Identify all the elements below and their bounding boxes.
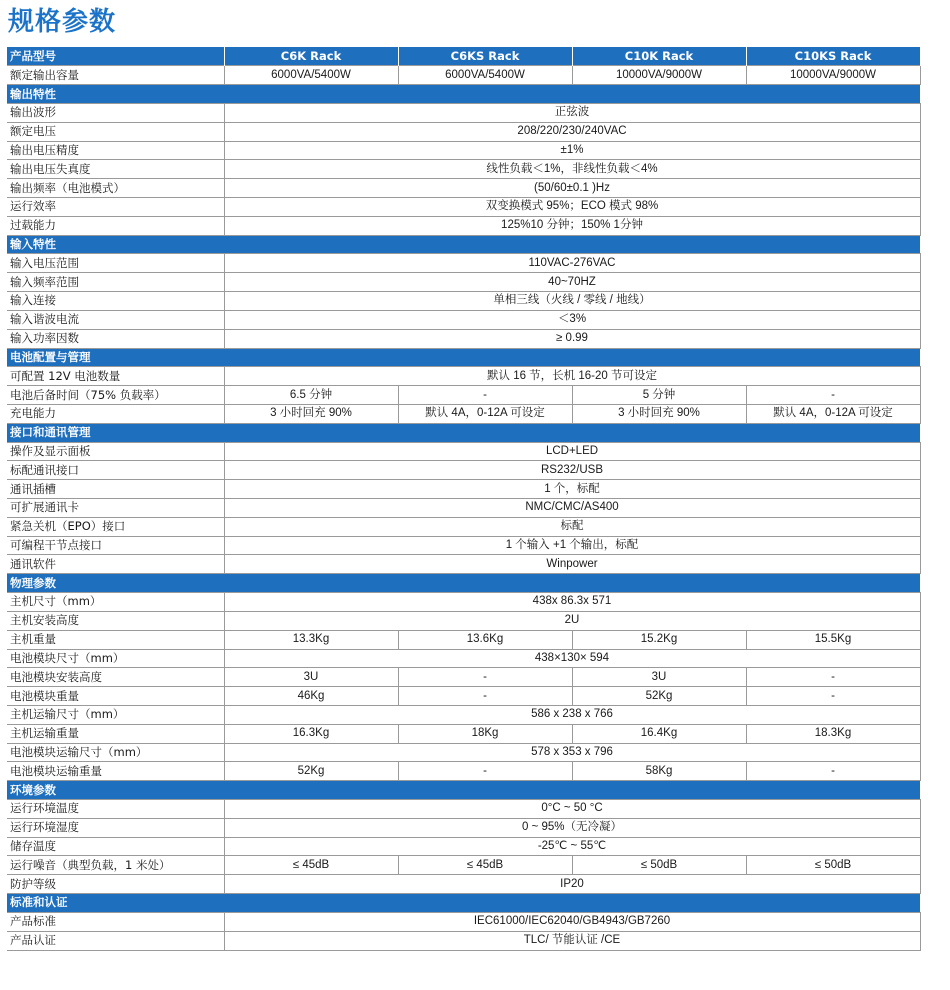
row-label: 电池模块尺寸（mm） xyxy=(7,649,224,668)
spec-value: 6.5 分钟 xyxy=(224,386,398,405)
row-label: 输入频率范围 xyxy=(7,273,224,292)
spec-value: 438x 86.3x 571 xyxy=(224,593,920,612)
row-label: 充电能力 xyxy=(7,404,224,423)
spec-value: - xyxy=(398,762,572,781)
row-label: 电池模块安装高度 xyxy=(7,668,224,687)
table-row xyxy=(7,141,920,160)
row-label: 运行效率 xyxy=(7,198,224,217)
table-row xyxy=(7,743,920,762)
row-label: 电池模块重量 xyxy=(7,687,224,706)
spec-value: 52Kg xyxy=(224,762,398,781)
spec-value: 16.3Kg xyxy=(224,724,398,743)
table-row xyxy=(7,649,920,668)
row-label: 主机运输重量 xyxy=(7,724,224,743)
spec-value: - xyxy=(398,687,572,706)
table-row xyxy=(7,630,920,649)
spec-value: 单相三线（火线 / 零线 / 地线） xyxy=(224,292,920,311)
section-title: 环境参数 xyxy=(7,781,920,800)
spec-value: RS232/USB xyxy=(224,461,920,480)
spec-value: ＜3% xyxy=(224,310,920,329)
spec-value: 10000VA/9000W xyxy=(572,66,746,85)
section-header-row xyxy=(7,235,920,254)
row-label: 输入连接 xyxy=(7,292,224,311)
header-model: C6KS Rack xyxy=(398,47,572,66)
row-label: 输出波形 xyxy=(7,103,224,122)
row-label: 通讯软件 xyxy=(7,555,224,574)
section-header-row xyxy=(7,85,920,104)
row-label: 操作及显示面板 xyxy=(7,442,224,461)
section-header-row xyxy=(7,574,920,593)
table-row xyxy=(7,179,920,198)
row-label: 紧急关机（EPO）接口 xyxy=(7,517,224,536)
table-row xyxy=(7,198,920,217)
table-row xyxy=(7,724,920,743)
spec-value: 16.4Kg xyxy=(572,724,746,743)
spec-value: 15.2Kg xyxy=(572,630,746,649)
spec-value: 3U xyxy=(572,668,746,687)
row-label: 额定输出容量 xyxy=(7,66,224,85)
spec-value: 1 个输入 +1 个输出，标配 xyxy=(224,536,920,555)
spec-value: IP20 xyxy=(224,875,920,894)
section-header-row xyxy=(7,781,920,800)
spec-value: 线性负载＜1%，非线性负载＜4% xyxy=(224,160,920,179)
section-title: 接口和通讯管理 xyxy=(7,423,920,442)
table-row xyxy=(7,912,920,931)
spec-value: 双变换模式 95%；ECO 模式 98% xyxy=(224,198,920,217)
table-row xyxy=(7,66,920,85)
spec-value: 6000VA/5400W xyxy=(398,66,572,85)
row-label: 主机重量 xyxy=(7,630,224,649)
table-row xyxy=(7,273,920,292)
section-header-row xyxy=(7,894,920,913)
spec-value: 438×130× 594 xyxy=(224,649,920,668)
table-row xyxy=(7,367,920,386)
row-label: 产品标准 xyxy=(7,912,224,931)
row-label: 电池后备时间（75% 负载率） xyxy=(7,386,224,405)
table-row xyxy=(7,103,920,122)
spec-value: (50/60±0.1 )Hz xyxy=(224,179,920,198)
table-row xyxy=(7,517,920,536)
table-row xyxy=(7,461,920,480)
spec-value: 208/220/230/240VAC xyxy=(224,122,920,141)
section-title: 电池配置与管理 xyxy=(7,348,920,367)
spec-value: - xyxy=(746,668,920,687)
spec-value: 3 小时回充 90% xyxy=(224,404,398,423)
row-label: 输入谐波电流 xyxy=(7,310,224,329)
spec-value: 默认 4A，0-12A 可设定 xyxy=(398,404,572,423)
table-row xyxy=(7,762,920,781)
spec-value: - xyxy=(746,762,920,781)
table-row xyxy=(7,555,920,574)
spec-table xyxy=(7,47,921,951)
table-row xyxy=(7,386,920,405)
table-row xyxy=(7,687,920,706)
table-row xyxy=(7,593,920,612)
header-model: C10K Rack xyxy=(572,47,746,66)
row-label: 输入功率因数 xyxy=(7,329,224,348)
spec-value: ≤ 45dB xyxy=(224,856,398,875)
table-row xyxy=(7,122,920,141)
spec-value: - xyxy=(746,386,920,405)
table-row xyxy=(7,705,920,724)
spec-value: Winpower xyxy=(224,555,920,574)
row-label: 电池模块运输尺寸（mm） xyxy=(7,743,224,762)
spec-value: 标配 xyxy=(224,517,920,536)
spec-value: 默认 16 节，长机 16-20 节可设定 xyxy=(224,367,920,386)
spec-value: 3U xyxy=(224,668,398,687)
row-label: 额定电压 xyxy=(7,122,224,141)
spec-value: 6000VA/5400W xyxy=(224,66,398,85)
row-label: 运行环境湿度 xyxy=(7,818,224,837)
row-label: 过载能力 xyxy=(7,216,224,235)
row-label: 输出电压精度 xyxy=(7,141,224,160)
table-row xyxy=(7,442,920,461)
spec-value: 578 x 353 x 796 xyxy=(224,743,920,762)
table-row xyxy=(7,404,920,423)
table-row xyxy=(7,329,920,348)
table-row xyxy=(7,668,920,687)
table-row xyxy=(7,216,920,235)
table-row xyxy=(7,818,920,837)
row-label: 可配置 12V 电池数量 xyxy=(7,367,224,386)
row-label: 防护等级 xyxy=(7,875,224,894)
row-label: 可扩展通讯卡 xyxy=(7,499,224,518)
table-row xyxy=(7,856,920,875)
table-header-row xyxy=(7,47,920,66)
spec-value: 58Kg xyxy=(572,762,746,781)
table-row xyxy=(7,800,920,819)
table-row xyxy=(7,310,920,329)
spec-value: 13.3Kg xyxy=(224,630,398,649)
spec-value: 125%10 分钟；150% 1分钟 xyxy=(224,216,920,235)
row-label: 储存温度 xyxy=(7,837,224,856)
section-title: 标准和认证 xyxy=(7,894,920,913)
spec-value: ≤ 50dB xyxy=(572,856,746,875)
spec-value: 110VAC-276VAC xyxy=(224,254,920,273)
spec-value: - xyxy=(398,386,572,405)
table-row xyxy=(7,837,920,856)
spec-value: -25℃ ~ 55℃ xyxy=(224,837,920,856)
spec-value: 18Kg xyxy=(398,724,572,743)
spec-value: 586 x 238 x 766 xyxy=(224,705,920,724)
row-label: 主机安装高度 xyxy=(7,611,224,630)
row-label: 电池模块运输重量 xyxy=(7,762,224,781)
spec-value: 1 个，标配 xyxy=(224,480,920,499)
spec-value: 5 分钟 xyxy=(572,386,746,405)
row-label: 通讯插槽 xyxy=(7,480,224,499)
row-label: 输入电压范围 xyxy=(7,254,224,273)
table-row xyxy=(7,931,920,950)
spec-value: 46Kg xyxy=(224,687,398,706)
spec-value: NMC/CMC/AS400 xyxy=(224,499,920,518)
spec-value: 15.5Kg xyxy=(746,630,920,649)
header-model: C6K Rack xyxy=(224,47,398,66)
spec-value: 3 小时回充 90% xyxy=(572,404,746,423)
section-header-row xyxy=(7,348,920,367)
spec-value: ≤ 50dB xyxy=(746,856,920,875)
section-title: 物理参数 xyxy=(7,574,920,593)
table-row xyxy=(7,611,920,630)
row-label: 主机运输尺寸（mm） xyxy=(7,705,224,724)
spec-value: 13.6Kg xyxy=(398,630,572,649)
spec-value: LCD+LED xyxy=(224,442,920,461)
row-label: 可编程干节点接口 xyxy=(7,536,224,555)
row-label: 运行环境温度 xyxy=(7,800,224,819)
spec-value: 18.3Kg xyxy=(746,724,920,743)
row-label: 输出电压失真度 xyxy=(7,160,224,179)
spec-value: 0°C ~ 50 °C xyxy=(224,800,920,819)
section-title: 输入特性 xyxy=(7,235,920,254)
spec-value: - xyxy=(398,668,572,687)
page-title: 规格参数 xyxy=(8,7,117,37)
row-label: 输出频率（电池模式） xyxy=(7,179,224,198)
spec-value: 52Kg xyxy=(572,687,746,706)
spec-value: 0 ~ 95%（无冷凝） xyxy=(224,818,920,837)
table-row xyxy=(7,480,920,499)
row-label: 标配通讯接口 xyxy=(7,461,224,480)
row-label: 主机尺寸（mm） xyxy=(7,593,224,612)
header-label: 产品型号 xyxy=(7,47,224,66)
spec-value: 正弦波 xyxy=(224,103,920,122)
spec-value: 40~70HZ xyxy=(224,273,920,292)
row-label: 运行噪音（典型负载，1 米处） xyxy=(7,856,224,875)
section-title: 输出特性 xyxy=(7,85,920,104)
row-label: 产品认证 xyxy=(7,931,224,950)
table-row xyxy=(7,160,920,179)
spec-value: 默认 4A，0-12A 可设定 xyxy=(746,404,920,423)
spec-value: - xyxy=(746,687,920,706)
section-header-row xyxy=(7,423,920,442)
table-row xyxy=(7,254,920,273)
spec-value: TLC/ 节能认证 /CE xyxy=(224,931,920,950)
spec-value: ±1% xyxy=(224,141,920,160)
spec-value: ≤ 45dB xyxy=(398,856,572,875)
table-row xyxy=(7,499,920,518)
table-row xyxy=(7,536,920,555)
spec-value: ≥ 0.99 xyxy=(224,329,920,348)
spec-value: 10000VA/9000W xyxy=(746,66,920,85)
spec-value: IEC61000/IEC62040/GB4943/GB7260 xyxy=(224,912,920,931)
table-row xyxy=(7,875,920,894)
spec-value: 2U xyxy=(224,611,920,630)
table-row xyxy=(7,292,920,311)
header-model: C10KS Rack xyxy=(746,47,920,66)
